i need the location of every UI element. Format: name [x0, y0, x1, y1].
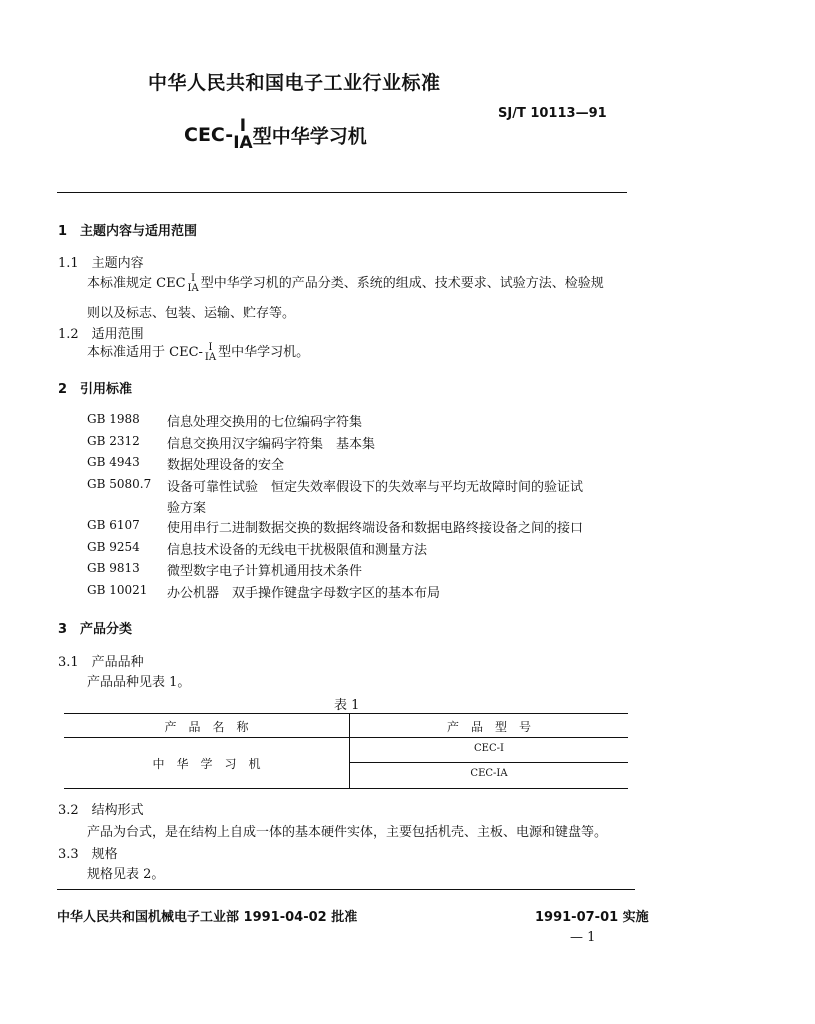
model-fraction: [188, 274, 199, 293]
footer-rule: [57, 889, 635, 890]
s1-1-text-a: 本标准规定 CEC: [87, 276, 186, 291]
approval-line: 中华人民共和国机械电子工业部 1991-04-02 批准: [57, 910, 358, 925]
table-top-rule: [64, 713, 628, 714]
section-3-3-paragraph: 规格见表 2。: [87, 867, 165, 882]
ref-code: GB 1988: [87, 412, 140, 426]
section-3-3-heading: 3.3 规格: [58, 847, 118, 862]
section-3-1-paragraph: 产品品种见表 1。: [87, 675, 191, 690]
ref-title: 信息交换用汉字编码字符集 基本集: [167, 437, 376, 452]
frac-top: I: [191, 273, 196, 284]
ref-title: 信息处理交换用的七位编码字符集: [167, 415, 363, 430]
table-header-product-name: 产 品 名 称: [164, 720, 249, 734]
ref-title: 使用串行二进制数据交换的数据终端设备和数据电路终接设备之间的接口: [167, 521, 584, 536]
section-3-1-heading: 3.1 产品品种: [58, 655, 144, 670]
section-1-heading: 1 主题内容与适用范围: [58, 224, 198, 239]
table-header-product-model: 产 品 型 号: [446, 720, 531, 734]
title-suffix: 型中华学习机: [252, 125, 367, 148]
ref-title: 信息技术设备的无线电干扰极限值和测量方法: [167, 543, 428, 558]
issuing-body: 中华人民共和国电子工业行业标准: [148, 72, 441, 94]
table-1-caption: 表 1: [334, 698, 360, 713]
section-1-1-heading: 1.1 主题内容: [58, 256, 144, 271]
header-rule: [57, 192, 627, 193]
section-1-1-paragraph-line1: [87, 272, 604, 293]
model-fraction: [205, 343, 216, 362]
ref-title: 设备可靠性试验 恒定失效率假设下的失效率与平均无故障时间的验证试: [167, 480, 584, 495]
ref-code: GB 4943: [87, 455, 140, 469]
ref-code: GB 2312: [87, 434, 140, 448]
standard-number: SJ/T 10113—91: [498, 106, 607, 121]
ref-code: GB 9254: [87, 540, 140, 554]
section-3-2-paragraph: 产品为台式，是在结构上自成一体的基本硬件实体，主要包括机壳、主板、电源和键盘等。: [87, 825, 608, 840]
document-title: [184, 118, 367, 164]
section-3-2-heading: 3.2 结构形式: [58, 803, 144, 818]
title-model-stack: [233, 118, 252, 152]
ref-title: 办公机器 双手操作键盘字母数字区的基本布局: [167, 586, 441, 601]
s1-2-text-a: 本标准适用于 CEC-: [87, 345, 203, 360]
ref-code: GB 6107: [87, 518, 140, 532]
ref-title: 数据处理设备的安全: [167, 458, 285, 473]
section-1-2-paragraph: [87, 341, 309, 362]
table-cell-product-name: 中 华 学 习 机: [152, 757, 261, 771]
section-2-heading: 2 引用标准: [58, 382, 133, 397]
title-model-top: I: [239, 116, 247, 136]
frac-bottom: IA: [187, 282, 199, 294]
ref-code: GB 10021: [87, 583, 148, 597]
title-prefix: CEC-: [184, 124, 234, 146]
table-cell-model: CEC-I: [474, 743, 504, 754]
s1-1-text-b: 型中华学习机的产品分类、系统的组成、技术要求、试验方法、检验规: [200, 276, 604, 291]
effective-date: 1991-07-01 实施: [535, 910, 649, 925]
ref-title: 微型数字电子计算机通用技术条件: [167, 564, 363, 579]
frac-bottom: IA: [204, 351, 217, 363]
ref-title-continued: 验方案: [167, 501, 207, 516]
section-1-2-heading: 1.2 适用范围: [58, 327, 144, 342]
s1-2-text-b: 型中华学习机。: [218, 345, 310, 360]
page-number: — 1: [570, 930, 596, 945]
table-cell-model: CEC-IA: [470, 768, 508, 779]
ref-code: GB 9813: [87, 561, 140, 575]
section-1-1-paragraph-line2: 则以及标志、包装、运输、贮存等。: [87, 306, 296, 321]
table-row-divider: [350, 762, 628, 763]
table-header-rule: [64, 737, 628, 738]
title-model-bottom: IA: [233, 133, 253, 153]
section-3-heading: 3 产品分类: [58, 622, 133, 637]
table-bottom-rule: [64, 788, 628, 789]
ref-code: GB 5080.7: [87, 477, 152, 491]
frac-top: I: [208, 342, 213, 353]
